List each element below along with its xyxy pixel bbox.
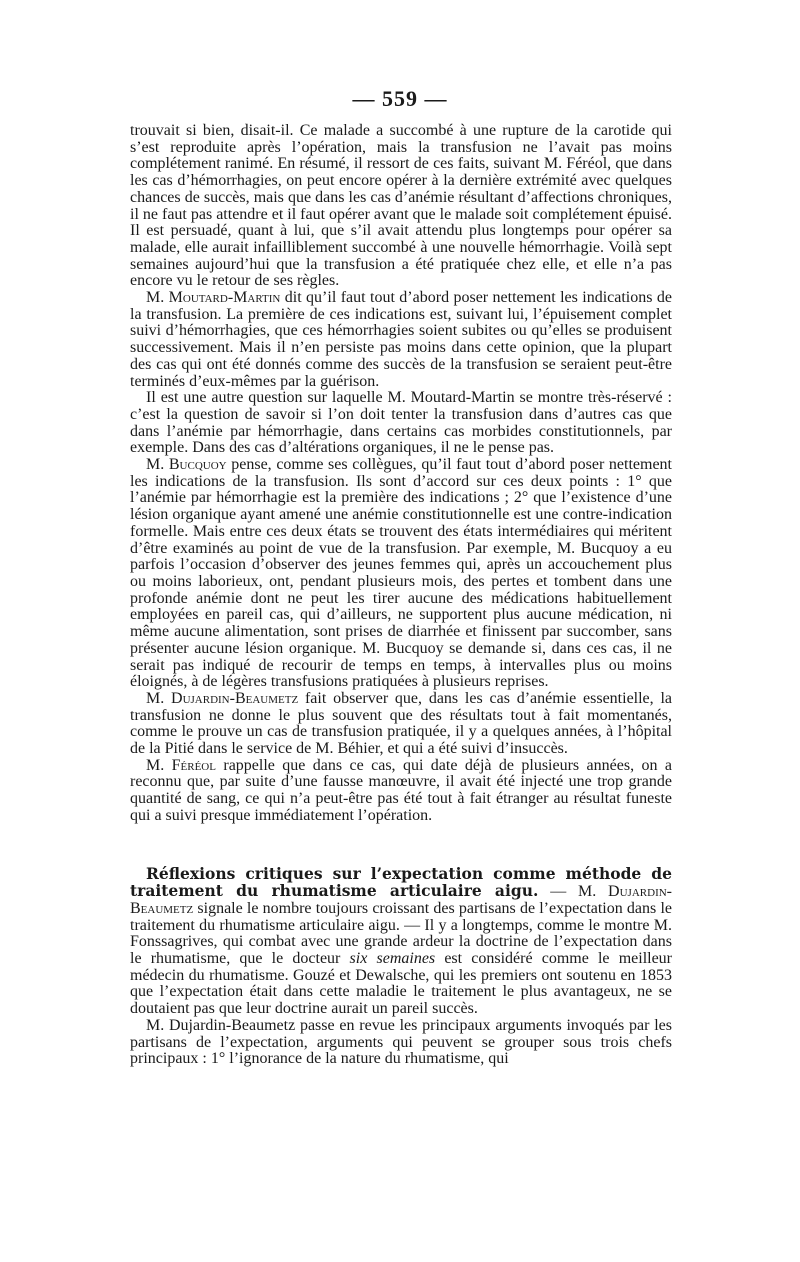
- speaker-name: M. Moutard-Martin: [146, 289, 281, 307]
- paragraph-text: fait observer que, dans les cas d’anémie essentielle, la transfusion ne donne le plus souvent que des résultats tout à fait momentanés, comme le prouve un cas de transfusion pratiquée, il y a quelques années, à l’hôpital de la Pitié dans le service de M. Béhier, et qui a été suivi d’insuccès.: [130, 689, 672, 758]
- speaker-name: M. Féréol: [146, 756, 216, 774]
- paragraph-moutard-martin: [130, 290, 672, 390]
- paragraph-bucquoy: [130, 457, 672, 691]
- speaker-name: M. Bucquoy: [146, 456, 227, 474]
- paragraph-text: est considéré comme le meilleur médecin du rhumatisme. Gouzé et Dewalsche, qui les premiers ont soutenu en 1853 que l’expectation était dans cette maladie le traitement le plus avantageux, ne se doutaient pas que leur doctrine aurait un pareil succès.: [130, 950, 673, 1018]
- text-column: [130, 123, 672, 1068]
- paragraph-fereol: [130, 758, 672, 825]
- paragraph-dujardin-beaumetz: [130, 691, 672, 758]
- paragraph-text: dit qu’il faut tout d’abord poser nettement les indications de la transfusion. La première de ces indications est, suivant lui, l’épuisement complet suivi d’hémorrhagies, que ces hémorrhagies soient subites ou qu’elles se produisent successivement. Mais il n’en persiste pas moins dans cette opinion, que la plupart des cas qui ont été donnés comme des succès de la transfusion se seraient peut-être terminés d’eux-mêmes par la guérison.: [130, 289, 672, 390]
- heading-dash: —: [538, 883, 579, 901]
- paragraph-text: pense, comme ses collègues, qu’il faut tout d’abord poser nettement les indications de la transfusion. Ils sont d’accord sur ces deux points : 1° que l’anémie par hémorrhagie est la première des indications ; 2° que l’existence d’une lésion organique ayant amené une anémie constitutionnelle est une contre-indication formelle. Mais entre ces deux états se trouvent des états intermédiaires qui méritent d’être examinés au point de vue de la transfusion. Par exemple, M. Bucquoy a eu parfois l’occasion d’observer des jeunes femmes qui, après un accouchement plus ou moins laborieux, ont, pendant plusieurs mois, des pertes et tombent dans une profonde anémie dont ne peut les tirer aucune des médications habituellement employées en pareil cas, qui d’ailleurs, ne supportent plus aucune médication, ni même aucune alimentation, sont prises de diarrhée et finissent par succomber, sans présenter aucune lésion organique. M. Bucquoy se demande si, dans ces cas, il ne serait pas indiqué de recourir de temps en temps, à intervalles plus ou moins éloignés, à de légères transfusions pratiquées à plusieurs reprises.: [130, 456, 672, 691]
- paragraph-text: signale le nombre toujours croissant des partisans de l’expectation dans le traitement du rhumatisme articulaire aigu. — Il y a longtemps, comme le montre M. Fonssagrives, qui combat avec une grande ardeur la doctrine de l’expectation dans le rhumatisme, que le docteur: [130, 899, 672, 968]
- page-number: — 559 —: [352, 86, 448, 111]
- speaker-name: M. Dujardin-Beaumetz: [130, 883, 673, 917]
- speaker-name: M. Dujardin-Beaumetz: [146, 689, 299, 707]
- paragraph-reserve: Il est une autre question sur laquelle M. Moutard-Martin se montre très-réservé : c’est la question de savoir si l’on doit tenter la transfusion dans d’autres cas que dans l’anémie par hémorrhagie, dans certains cas morbides constitutionnels, par exemple. Dans des cas d’altérations organiques, il ne le pense pas.: [130, 389, 672, 457]
- paragraph-text: rappelle que dans ce cas, qui date déjà de plusieurs années, on a reconnu que, par suite d’une fausse manœuvre, il avait été injecté une trop grande quantité de sang, ce qui n’a peut-être pas été tout à fait étranger au résultat funeste qui a suivi presque immédiatement l’opération.: [130, 756, 672, 824]
- section-heading: Réflexions critiques sur l’expectation comme méthode de traitement du rhumatisme articulaire aigu.: [130, 863, 672, 901]
- section-spacer: [130, 825, 672, 866]
- section-paragraph-rhumatisme: [130, 863, 673, 1018]
- italic-phrase: six semaines: [349, 950, 436, 968]
- section-paragraph-arguments: M. Dujardin-Beaumetz passe en revue les principaux arguments invoqués par les partisans de l’expectation, arguments qui peuvent se grouper sous trois chefs principaux : 1° l’ignorance de la nature du rhumatisme, qui: [130, 1016, 672, 1068]
- paragraph-continuation: trouvait si bien, disait-il. Ce malade a succombé à une rupture de la carotide qui s’est reproduite après l’opération, mais la transfusion ne l’avait pas moins complétement ranimé. En résumé, il ressort de ces faits, suivant M. Féréol, que dans les cas d’hémorrhagies, on peut encore opérer à la dernière extrémité avec quelques chances de succès, mais que dans les cas d’anémie résultant d’affections chroniques, il ne faut pas attendre et il faut opérer avant que le malade soit complétement épuisé. Il est persuadé, quant à lui, que s’il avait attendu plus longtemps pour opérer sa malade, elle aurait infailliblement succombé à une nouvelle hémorrhagie. Voilà sept semaines aujourd’hui que la transfusion a été pratiquée chez elle, et elle n’a pas encore vu le retour de ses règles.: [130, 122, 673, 290]
